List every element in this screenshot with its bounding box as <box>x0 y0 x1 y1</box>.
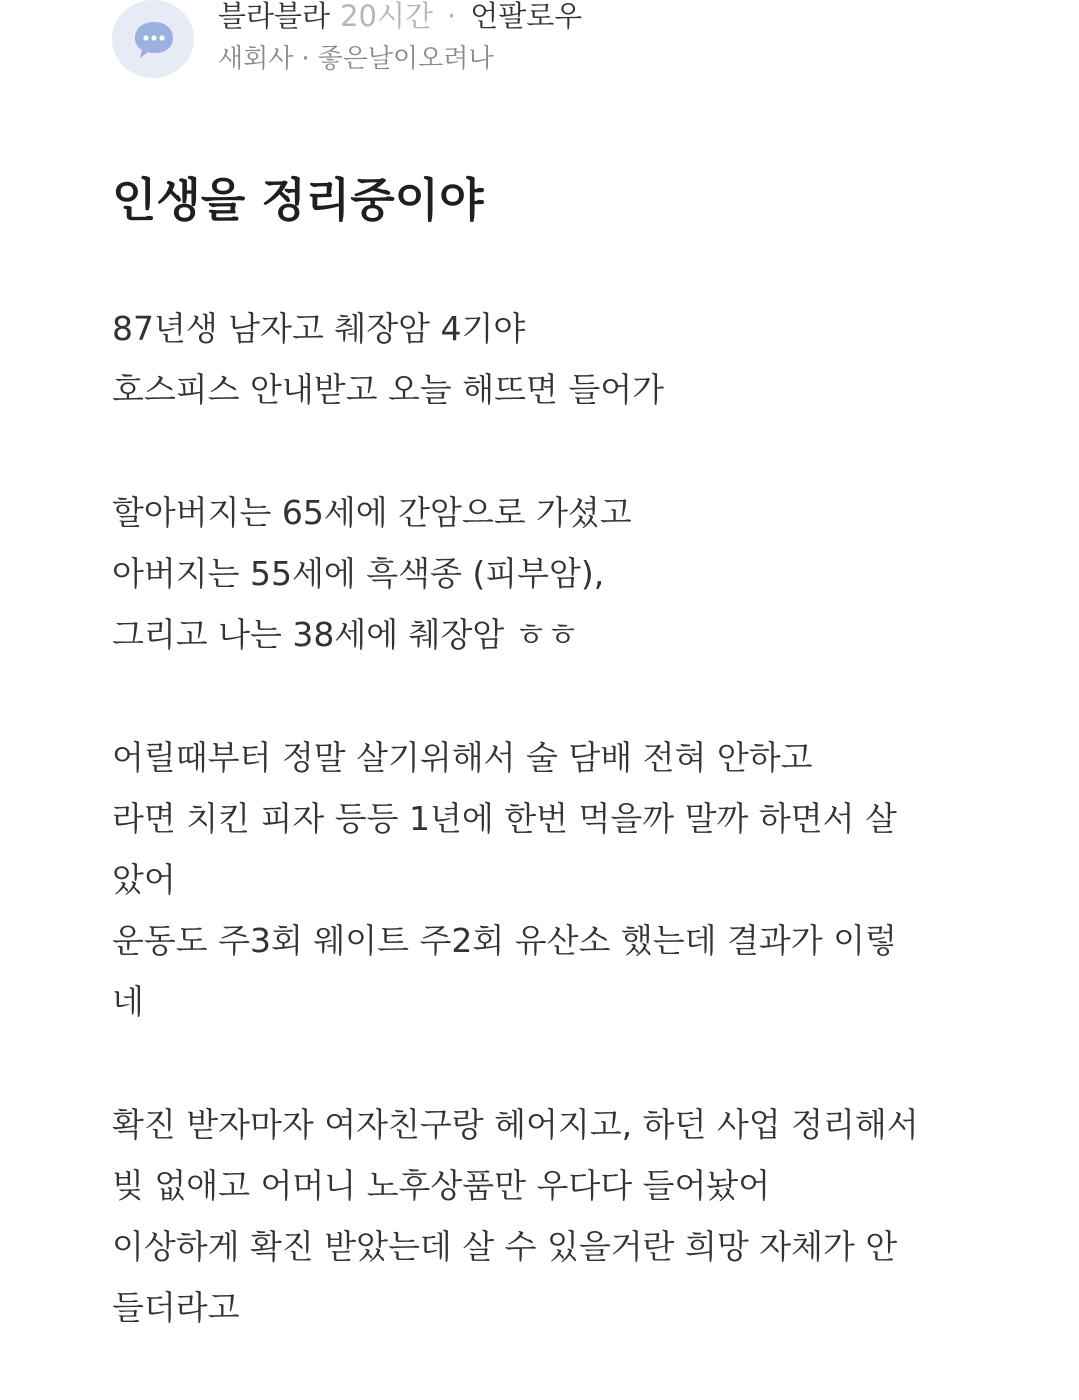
unfollow-button[interactable]: 언팔로우 <box>470 0 583 33</box>
body-line: 확진 받자마자 여자친구랑 헤어지고, 하던 사업 정리해서 <box>112 1105 919 1144</box>
post-time: 20시간 <box>340 0 433 33</box>
body-line: 라면 치킨 피자 등등 1년에 한번 먹을까 말까 하면서 살 <box>112 799 897 838</box>
body-line: 네 <box>112 982 144 1021</box>
author-nickname[interactable]: 좋은날이오려나 <box>317 44 494 74</box>
body-line: 할아버지는 65세에 간암으로 가셨고 <box>112 493 632 532</box>
chat-bubble-icon <box>132 19 176 61</box>
post-body <box>112 298 992 1400</box>
meta-bottom-row <box>218 40 582 78</box>
paragraph <box>112 482 992 665</box>
body-line: 아버지는 55세에 흑색종 (피부암), <box>112 554 605 593</box>
body-line: 어릴때부터 정말 살기위해서 술 담배 전혀 안하고 <box>112 738 813 777</box>
post-meta <box>218 0 582 78</box>
meta-separator-dot: · <box>301 44 310 74</box>
body-line: 그리고 나는 38세에 췌장암 ㅎㅎ <box>112 615 579 654</box>
body-line: 호스피스 안내받고 오늘 해뜨면 들어가 <box>112 370 665 409</box>
body-line: 았어 <box>112 860 176 899</box>
body-line: 이상하게 확진 받았는데 살 수 있을거란 희망 자체가 안 <box>112 1227 898 1266</box>
paragraph <box>112 727 992 1032</box>
body-line: 빚 없애고 어머니 노후상품만 우다다 들어놨어 <box>112 1166 771 1205</box>
meta-separator-dot: · <box>447 0 457 33</box>
board-name[interactable]: 블라블라 <box>218 0 331 33</box>
paragraph <box>112 298 992 420</box>
post-header <box>112 0 1012 90</box>
body-line: 들더라고 <box>112 1288 240 1327</box>
paragraph <box>112 1094 992 1338</box>
company-name: 새회사 <box>218 44 294 74</box>
body-line: 운동도 주3회 웨이트 주2회 유산소 했는데 결과가 이렇 <box>112 921 897 960</box>
avatar[interactable] <box>112 0 194 78</box>
post-title: 인생을 정리중이야 <box>112 173 484 227</box>
body-line: 87년생 남자고 췌장암 4기야 <box>112 309 526 348</box>
meta-top-row <box>218 0 582 34</box>
